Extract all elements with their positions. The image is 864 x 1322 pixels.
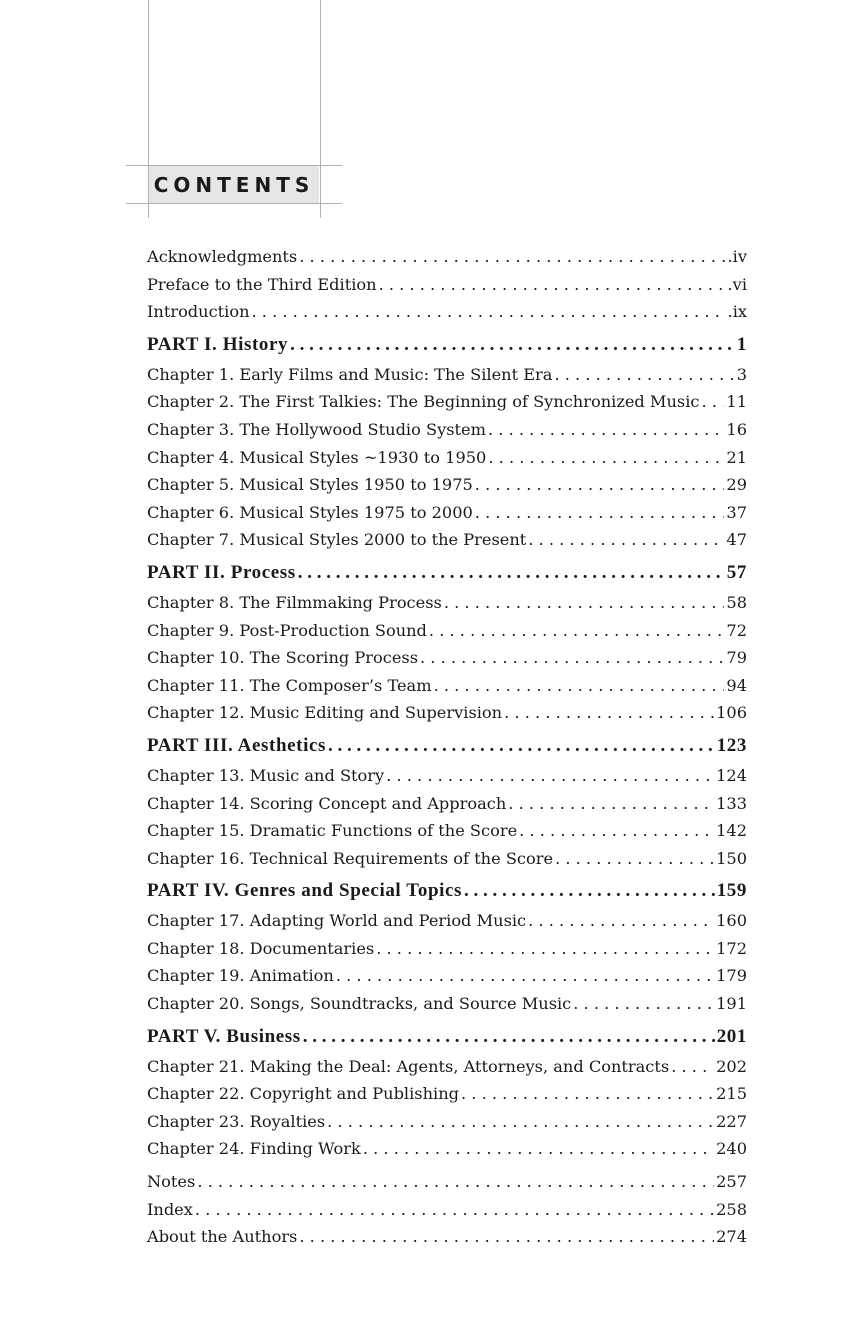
toc-entry[interactable] — [147, 271, 747, 299]
leader-dots — [475, 471, 725, 499]
entry-label: Chapter 24. Finding Work — [147, 1139, 361, 1159]
entry-label: Chapter 17. Adapting World and Period Music — [147, 911, 527, 931]
page-number: 3 — [736, 364, 747, 384]
toc-entry[interactable] — [147, 361, 747, 389]
leader-dots — [701, 388, 724, 416]
toc-entry[interactable] — [147, 762, 747, 790]
entry-label: Chapter 21. Making the Deal: Agents, Attorneys, and Contracts — [147, 1056, 670, 1076]
page-number: 257 — [716, 1172, 747, 1192]
page-number: 159 — [716, 880, 747, 902]
leader-dots — [299, 1223, 714, 1251]
page-number: 37 — [726, 502, 747, 522]
toc-entry[interactable] — [147, 1108, 747, 1136]
leader-dots — [336, 962, 714, 990]
page-number: 133 — [716, 793, 747, 813]
part-title: PART V. Business — [147, 1025, 301, 1047]
toc-entry[interactable] — [147, 990, 747, 1018]
page-number: 172 — [716, 938, 747, 958]
page-number: 1 — [736, 333, 747, 355]
leader-dots — [197, 1168, 714, 1196]
page-number: 240 — [716, 1139, 747, 1159]
page-number: 79 — [726, 648, 747, 668]
page-number: 29 — [726, 475, 747, 495]
page-number: 16 — [726, 419, 747, 439]
page-number: 201 — [716, 1025, 747, 1047]
page-number: 94 — [726, 675, 747, 695]
toc-entry[interactable] — [147, 1135, 747, 1163]
page-number: 191 — [716, 994, 747, 1014]
leader-dots — [464, 875, 715, 907]
page-number: 274 — [716, 1227, 747, 1247]
leader-dots — [434, 672, 725, 700]
leader-dots — [303, 1021, 715, 1053]
toc-entry[interactable] — [147, 845, 747, 873]
entry-label: Chapter 6. Musical Styles 1975 to 2000 — [147, 502, 473, 522]
toc-entry[interactable] — [147, 935, 747, 963]
page-number: 150 — [716, 848, 747, 868]
entry-label: Chapter 10. The Scoring Process — [147, 648, 419, 668]
page-number: 11 — [726, 392, 747, 412]
leader-dots — [429, 617, 724, 645]
entry-label: Chapter 13. Music and Story — [147, 765, 385, 785]
toc-entry[interactable] — [147, 243, 747, 271]
leader-dots — [386, 762, 714, 790]
entry-label: Acknowledgments — [147, 247, 298, 266]
page-number: 179 — [716, 966, 747, 986]
toc-entry[interactable] — [147, 526, 747, 554]
page-number: 124 — [716, 765, 747, 785]
page-number: 21 — [726, 447, 747, 467]
page-number: 72 — [726, 620, 747, 640]
page-number: .vi — [727, 274, 747, 294]
leader-dots — [327, 1108, 714, 1136]
toc-entry[interactable] — [147, 817, 747, 845]
entry-label: Chapter 7. Musical Styles 2000 to the Present — [147, 530, 527, 550]
leader-dots — [379, 271, 726, 299]
toc-entry[interactable] — [147, 1053, 747, 1081]
entry-label: Chapter 16. Technical Requirements of the Score — [147, 848, 554, 868]
toc-entry[interactable] — [147, 1080, 747, 1108]
toc-entry[interactable] — [147, 1168, 747, 1196]
toc-entry[interactable] — [147, 1223, 747, 1251]
page-number: .ix — [727, 302, 747, 322]
leader-dots — [290, 329, 735, 361]
leader-dots — [573, 990, 714, 1018]
part-title: PART IV. Genres and Special Topics — [147, 880, 463, 902]
part-heading[interactable] — [147, 329, 747, 361]
entry-label: Chapter 2. The First Talkies: The Beginning of Synchronized Music — [147, 392, 700, 412]
leader-dots — [475, 499, 725, 527]
toc-entry[interactable] — [147, 471, 747, 499]
entry-label: Chapter 19. Animation — [147, 966, 334, 986]
part-title: PART I. History — [147, 333, 289, 355]
page-number: 202 — [716, 1056, 747, 1076]
toc-entry[interactable] — [147, 699, 747, 727]
leader-dots — [508, 790, 714, 818]
entry-label: Index — [147, 1199, 193, 1219]
entry-label: Chapter 4. Musical Styles ~1930 to 1950 — [147, 447, 487, 467]
leader-dots — [488, 416, 724, 444]
toc-entry[interactable] — [147, 298, 747, 326]
entry-label: Chapter 23. Royalties — [147, 1111, 326, 1131]
page-number: 160 — [716, 911, 747, 931]
page-number: 123 — [716, 734, 747, 756]
toc-entry[interactable] — [147, 416, 747, 444]
leader-dots — [376, 935, 714, 963]
toc-entry[interactable] — [147, 962, 747, 990]
entry-label: Chapter 9. Post-Production Sound — [147, 620, 427, 640]
leader-dots — [420, 644, 724, 672]
leader-dots — [555, 845, 714, 873]
leader-dots — [519, 817, 714, 845]
entry-label: Chapter 14. Scoring Concept and Approach — [147, 793, 507, 813]
leader-dots — [504, 699, 714, 727]
page-number: 106 — [716, 703, 747, 723]
leader-dots — [444, 589, 725, 617]
part-heading[interactable] — [147, 1021, 747, 1053]
leader-dots — [461, 1080, 714, 1108]
toc-entry[interactable] — [147, 444, 747, 472]
page-number: 47 — [726, 530, 747, 550]
toc-entry[interactable] — [147, 617, 747, 645]
header-rule-bottom — [126, 203, 342, 204]
entry-label: Chapter 11. The Composer’s Team — [147, 675, 432, 695]
toc-entry[interactable] — [147, 790, 747, 818]
toc-entry[interactable] — [147, 907, 747, 935]
page-number: 258 — [716, 1199, 747, 1219]
entry-label: Chapter 22. Copyright and Publishing — [147, 1084, 459, 1104]
leader-dots — [363, 1135, 714, 1163]
table-of-contents — [147, 243, 747, 1251]
toc-entry[interactable] — [147, 644, 747, 672]
toc-entry[interactable] — [147, 1196, 747, 1224]
leader-dots — [328, 730, 715, 762]
entry-label: Introduction — [147, 302, 250, 322]
entry-label: Chapter 15. Dramatic Functions of the Score — [147, 821, 518, 841]
header-rule-right — [320, 0, 321, 218]
part-title: PART III. Aesthetics — [147, 734, 326, 756]
leader-dots — [528, 907, 714, 935]
part-heading[interactable] — [147, 557, 747, 589]
entry-label: Chapter 8. The Filmmaking Process — [147, 592, 442, 612]
leader-dots — [528, 526, 724, 554]
page-number: 227 — [716, 1111, 747, 1131]
part-heading[interactable] — [147, 730, 747, 762]
entry-label: Chapter 1. Early Films and Music: The Silent Era — [147, 364, 553, 384]
entry-label: Chapter 5. Musical Styles 1950 to 1975 — [147, 475, 473, 495]
page-title: CONTENTS — [153, 172, 315, 197]
toc-entry[interactable] — [147, 499, 747, 527]
toc-entry[interactable] — [147, 388, 747, 416]
part-heading[interactable] — [147, 875, 747, 907]
leader-dots — [488, 444, 724, 472]
page-number: 58 — [726, 592, 747, 612]
part-title: PART II. Process — [147, 561, 296, 583]
page-number: 142 — [716, 821, 747, 841]
entry-label: About the Authors — [147, 1227, 298, 1247]
page-number: .iv — [727, 247, 747, 266]
entry-label: Chapter 3. The Hollywood Studio System — [147, 419, 486, 439]
page-number: 57 — [726, 561, 747, 583]
entry-label: Chapter 12. Music Editing and Supervision — [147, 703, 503, 723]
entry-label: Chapter 18. Documentaries — [147, 938, 375, 958]
page-number: 215 — [716, 1084, 747, 1104]
toc-entry[interactable] — [147, 589, 747, 617]
leader-dots — [554, 361, 734, 389]
leader-dots — [298, 557, 725, 589]
entry-label: Chapter 20. Songs, Soundtracks, and Source Music — [147, 994, 572, 1014]
entry-label: Notes — [147, 1172, 196, 1192]
entry-label: Preface to the Third Edition — [147, 274, 377, 294]
leader-dots — [671, 1053, 714, 1081]
leader-dots — [252, 298, 726, 326]
toc-entry[interactable] — [147, 672, 747, 700]
leader-dots — [195, 1196, 714, 1224]
leader-dots — [299, 243, 725, 271]
